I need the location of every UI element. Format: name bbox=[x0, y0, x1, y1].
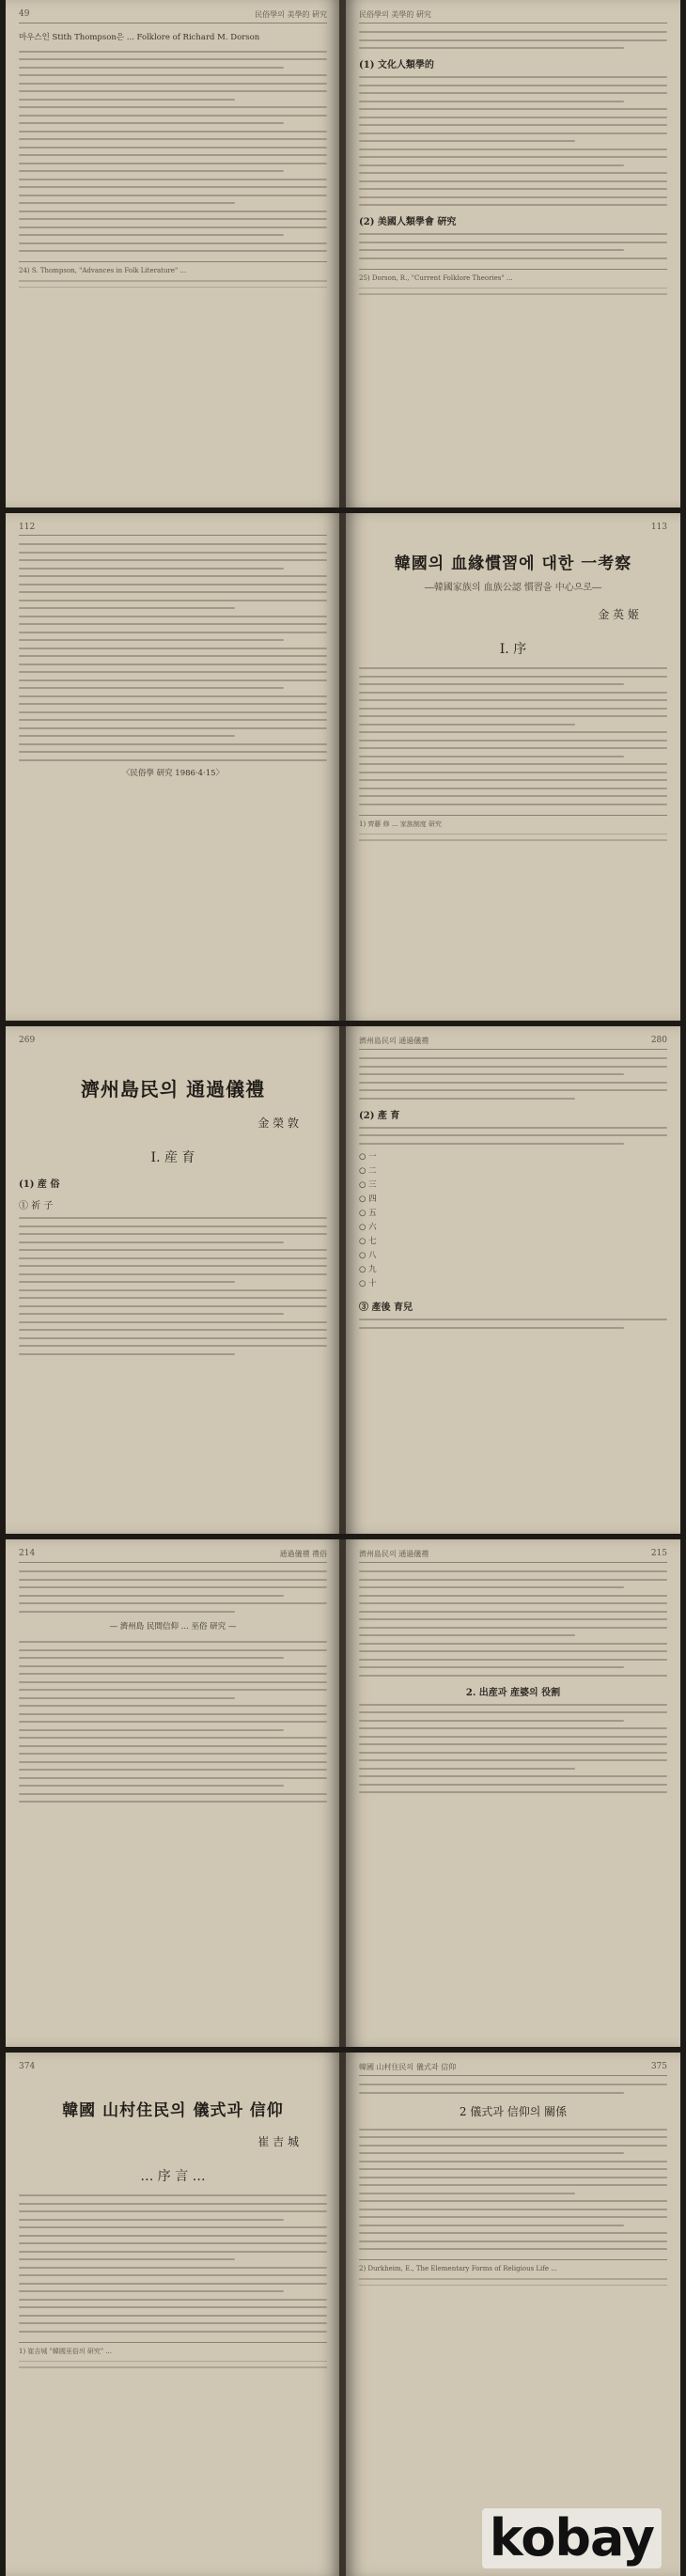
body-text bbox=[359, 1319, 667, 1329]
body-text bbox=[359, 667, 667, 805]
running-title: 韓國 山村住民의 儀式과 信仰 bbox=[359, 2063, 457, 2071]
page-left bbox=[6, 0, 340, 507]
list-item: ○ 二 bbox=[359, 1166, 377, 1176]
spread-1 bbox=[0, 0, 686, 507]
page-number: 374 bbox=[19, 2062, 36, 2071]
page-left bbox=[6, 2053, 340, 2576]
page-header bbox=[359, 1036, 667, 1050]
body-text bbox=[19, 543, 327, 761]
opening-line: 마우스인 Stith Thompson은 ... Folklore of Richard M. Dorson bbox=[19, 33, 260, 42]
subsection-heading: ③ 產後 育兒 bbox=[359, 1303, 413, 1313]
body-text bbox=[359, 1570, 667, 1677]
page-header bbox=[19, 1036, 327, 1048]
section-heading: … 序 言 … bbox=[140, 2169, 206, 2184]
article-title: 韓國의 血緣慣習에 대한 一考察 bbox=[394, 554, 632, 573]
page-left bbox=[6, 513, 340, 1021]
body-text bbox=[19, 51, 327, 253]
page-header bbox=[359, 1549, 667, 1563]
body-text bbox=[359, 1704, 667, 1794]
spread-4 bbox=[0, 1539, 686, 2047]
page-header bbox=[19, 1549, 327, 1563]
page-header bbox=[19, 9, 327, 23]
page-number: 49 bbox=[19, 9, 30, 19]
section-heading: Ⅰ. 序 bbox=[499, 642, 527, 657]
page-number: 113 bbox=[650, 523, 667, 532]
footnote: 25) Dorson, R., "Current Folklore Theories" ... bbox=[359, 269, 667, 295]
page-left bbox=[6, 1539, 340, 2047]
author-name: 崔 吉 城 bbox=[257, 2135, 299, 2148]
running-title: 濟州島民의 通過儀禮 bbox=[359, 1037, 429, 1045]
list-item: ○ 五 bbox=[359, 1209, 377, 1218]
footnote: 2) Durkheim, E., The Elementary Forms of Religious Life ... bbox=[359, 2259, 667, 2286]
list-item: ○ 七 bbox=[359, 1237, 377, 1246]
closing-citation: 〈民俗學 研究 1986·4·15〉 bbox=[121, 769, 225, 778]
section-heading: Ⅰ. 産 育 bbox=[150, 1150, 195, 1165]
spread-3 bbox=[0, 1026, 686, 1534]
page-header bbox=[19, 523, 327, 536]
body-text bbox=[359, 233, 667, 259]
page-right bbox=[346, 1026, 680, 1534]
spread-2 bbox=[0, 513, 686, 1021]
subsection-heading: (1) 文化人類學的 bbox=[359, 60, 434, 70]
list-item: ○ 九 bbox=[359, 1265, 377, 1274]
block-quote: — 濟州島 民間信仰 ... 巫俗 研究 — bbox=[109, 1621, 237, 1631]
footnote: 1) 齊藤 修 ... 家族制度 研究 bbox=[359, 815, 667, 841]
page-header bbox=[359, 523, 667, 535]
subsection-heading: (1) 産 俗 bbox=[19, 1179, 60, 1190]
page-header bbox=[19, 2062, 327, 2074]
page-right bbox=[346, 2053, 680, 2576]
watermark-logo: kobay bbox=[482, 2508, 662, 2568]
article-title: 韓國 山村住民의 儀式과 信仰 bbox=[62, 2101, 284, 2120]
body-text bbox=[359, 1127, 667, 1145]
article-subtitle: ―韓國家族의 血族公認 慣習을 中心으로― bbox=[424, 583, 602, 593]
running-title: 通過儀禮 禮俗 bbox=[279, 1550, 327, 1558]
list-item: ○ 十 bbox=[359, 1279, 377, 1288]
article-title: 濟州島民의 通過儀禮 bbox=[80, 1078, 266, 1101]
subsection-heading: (2) 產 育 bbox=[359, 1110, 400, 1121]
list-item: ○ 六 bbox=[359, 1223, 377, 1232]
subsection-heading: 2. 出産과 産婆의 役割 bbox=[465, 1687, 561, 1698]
body-text bbox=[359, 76, 667, 206]
page-number: 214 bbox=[19, 1549, 36, 1558]
page-right bbox=[346, 1539, 680, 2047]
running-title: 民俗學의 美學的 硏究 bbox=[255, 10, 327, 19]
footnote: 24) S. Thompson, "Advances in Folk Literature" ... bbox=[19, 261, 327, 288]
body-text bbox=[359, 2084, 667, 2094]
list-item: ○ 一 bbox=[359, 1152, 377, 1162]
running-title: 民俗學의 美學的 硏究 bbox=[359, 10, 431, 19]
list-item: ○ 三 bbox=[359, 1180, 377, 1190]
body-text bbox=[359, 2129, 667, 2251]
body-text bbox=[19, 1641, 327, 1803]
author-name: 金 榮 敦 bbox=[257, 1116, 299, 1130]
list-item: ○ 四 bbox=[359, 1194, 377, 1204]
list-item: ○ 八 bbox=[359, 1251, 377, 1260]
body-text bbox=[19, 2194, 327, 2333]
subsection-heading: (2) 美國人類學會 硏究 bbox=[359, 217, 457, 227]
page-header bbox=[359, 2062, 667, 2076]
author-name: 金 英 姬 bbox=[598, 608, 639, 621]
page-right bbox=[346, 0, 680, 507]
page-number: 215 bbox=[650, 1549, 667, 1558]
page-number: 269 bbox=[19, 1036, 36, 1045]
sub-item-heading: ① 祈 子 bbox=[19, 1201, 54, 1211]
section-heading: 2 儀式과 信仰의 關係 bbox=[459, 2104, 568, 2118]
spread-5 bbox=[0, 2053, 686, 2576]
page-number: 280 bbox=[650, 1036, 667, 1045]
page-number: 375 bbox=[650, 2062, 667, 2071]
page-header bbox=[359, 9, 667, 23]
page-number: 112 bbox=[19, 523, 36, 532]
page-right bbox=[346, 513, 680, 1021]
body-text bbox=[19, 1570, 327, 1613]
body-text bbox=[359, 31, 667, 49]
enumerated-list bbox=[359, 1150, 667, 1291]
running-title: 濟州島民의 通過儀禮 bbox=[359, 1550, 429, 1558]
body-text bbox=[359, 1057, 667, 1100]
page-left bbox=[6, 1026, 340, 1534]
footnote: 1) 崔吉城 "韓國巫俗의 研究" ... bbox=[19, 2342, 327, 2368]
body-text bbox=[19, 1217, 327, 1355]
